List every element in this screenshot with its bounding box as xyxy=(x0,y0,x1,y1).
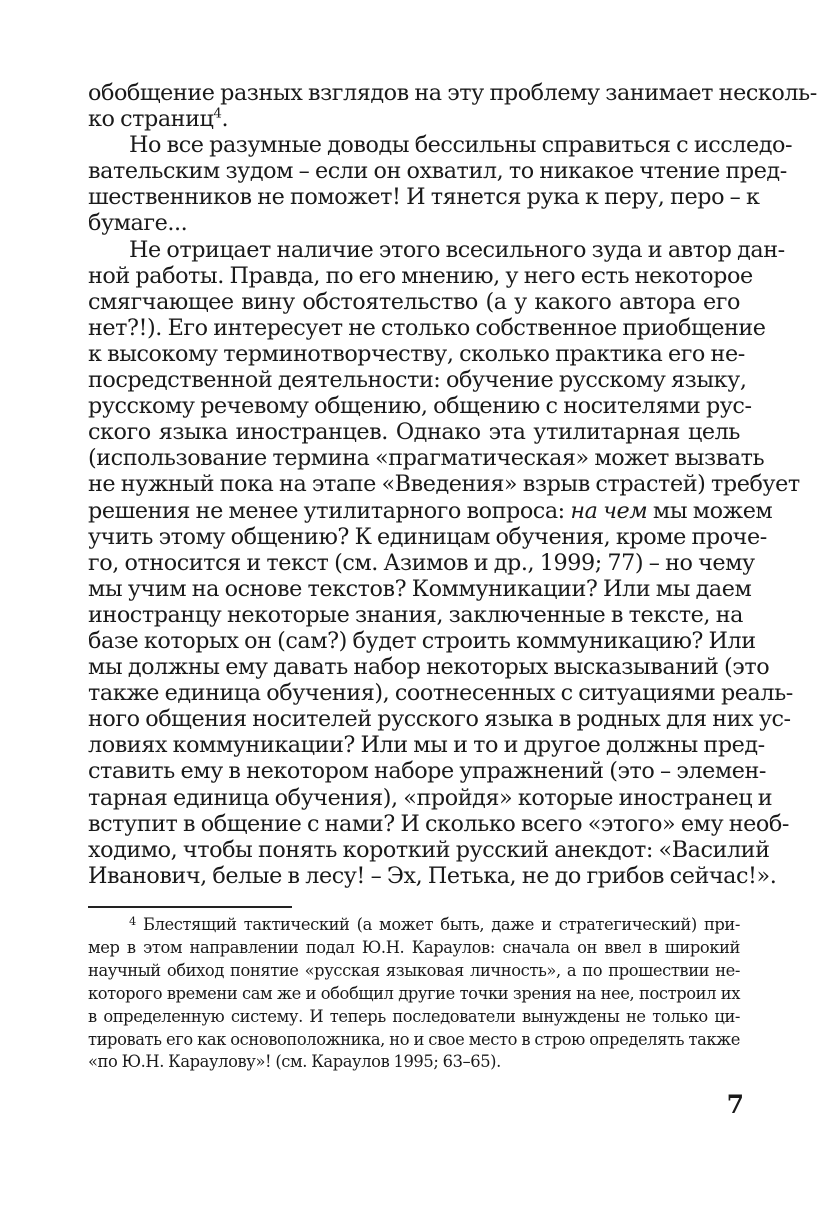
text-fragment: решения не менее утилитарного вопроса: xyxy=(88,497,571,524)
footnote-line: в определенную систему. И теперь последователи вынуждены не только ци- xyxy=(88,1006,740,1026)
emphasis-text: на чем xyxy=(570,497,648,524)
text-line: ского языка иностранцев. Однако эта утилитарная цель xyxy=(88,419,740,446)
text-line: нет?!). Его интересует не столько собственное приобщение xyxy=(88,314,766,341)
paragraph-2 xyxy=(88,132,793,237)
text-line: иностранцу некоторые знания, заключенные в тексте, на xyxy=(88,601,743,628)
footnote-line: мер в этом направлении подал Ю.Н. Караулов: сначала он ввел в широкий xyxy=(88,937,740,957)
text-line: также единица обучения), соотнесенных с ситуациями реаль- xyxy=(88,680,793,707)
footnote-line: «по Ю.Н. Караулову»! (см. Караулов 1995; 63–65). xyxy=(88,1052,501,1072)
text-fragment: . xyxy=(221,106,229,133)
footnote xyxy=(88,914,740,1074)
text-line: Не отрицает наличие этого всесильного зуда и автор дан- xyxy=(129,236,785,263)
text-line: ловиях коммуникации? Или мы и то и другое должны пред- xyxy=(88,732,765,759)
text-line: тарная единица обучения), «пройдя» которые иностранец и xyxy=(88,784,773,811)
text-line: ходимо, чтобы понять короткий русский анекдот: «Василий xyxy=(88,836,770,863)
text-fragment: мы можем xyxy=(647,497,773,524)
text-line: обобщение разных взглядов на эту проблему занимает несколь- xyxy=(88,80,817,106)
footnote-line: научный обиход понятие «русская языковая личность», а по прошествии не- xyxy=(88,960,740,980)
text-line: смягчающее вину обстоятельство (а у какого автора его xyxy=(88,288,740,315)
text-line: (использование термина «прагматическая» может вызвать xyxy=(88,445,765,472)
text-line: не нужный пока на этапе «Введения» взрыв страстей) требует xyxy=(88,471,800,498)
text-line: учить этому общению? К единицам обучения, кроме проче- xyxy=(88,523,767,550)
text-line: русскому речевому общению, общению с носителями рус- xyxy=(88,393,752,420)
page-number: 7 xyxy=(726,1090,744,1119)
footnote-line xyxy=(88,914,740,937)
footnote-line: которого времени сам же и обобщил другие точки зрения на нее, построил их xyxy=(88,983,740,1003)
text-line: мы должны ему давать набор некоторых высказываний (это xyxy=(88,654,770,681)
footnote-marker: 4 xyxy=(129,914,136,928)
paragraph-3 xyxy=(88,236,800,889)
text-line: мы учим на основе текстов? Коммуникации? Или мы даем xyxy=(88,575,752,602)
text-line: вступит в общение с нами? И сколько всего «этого» ему необ- xyxy=(88,810,789,837)
main-text xyxy=(88,80,817,889)
text-line: ной работы. Правда, по его мнению, у него есть некоторое xyxy=(88,262,753,289)
footnote-reference[interactable]: 4 xyxy=(213,106,222,122)
footnote-line: тировать его как основоположника, но и свое место в строю определять также xyxy=(88,1029,740,1049)
text-line: Иванович, белые в лесу! – Эх, Петька, не до грибов сейчас!». xyxy=(88,862,777,889)
text-line: ставить ему в некотором наборе упражнений (это – элемен- xyxy=(88,758,766,785)
text-line: к высокому терминотворчеству, сколько практика его не- xyxy=(88,340,745,367)
text-line: посредственной деятельности: обучение русскому языку, xyxy=(88,367,747,394)
text-line: го, относится и текст (см. Азимов и др., 1999; 77) – но чему xyxy=(88,549,755,576)
text-line xyxy=(88,106,740,132)
text-fragment: ко страниц xyxy=(88,106,214,133)
text-line: вательским зудом – если он охватил, то никакое чтение пред- xyxy=(88,158,787,185)
text-line: шественников не поможет! И тянется рука к перу, перо – к xyxy=(88,184,760,211)
footnote-separator xyxy=(88,906,292,908)
text-fragment: Блестящий тактический (а может быть, даже и стратегический) при- xyxy=(143,915,740,934)
text-line: ного общения носителей русского языка в родных для них ус- xyxy=(88,706,791,733)
text-line xyxy=(88,497,773,524)
paragraph-1 xyxy=(88,80,817,133)
text-line: Но все разумные доводы бессильны справиться с исследо- xyxy=(129,132,793,159)
text-line: базе которых он (сам?) будет строить коммуникацию? Или xyxy=(88,627,756,654)
text-line: бумаге... xyxy=(88,210,188,237)
